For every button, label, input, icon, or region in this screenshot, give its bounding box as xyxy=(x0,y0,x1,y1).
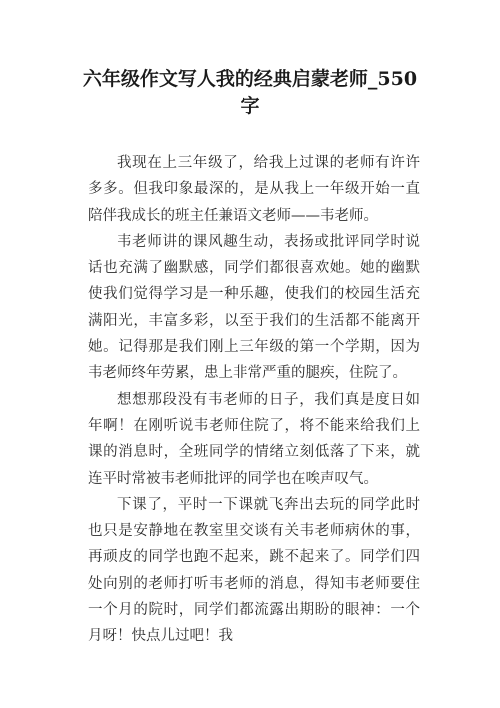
document-title xyxy=(60,66,440,120)
paragraph: 下课了，平时一下课就飞奔出去玩的同学此时也只是安静地在教室里交谈有关韦老师病休的事，再顽皮的同学也跑不起来，跳不起来了。同学们四处向别的老师打听韦老师的消息，得知韦老师要住一个月的院时，同学们都流露出期盼的眼神：一个月呀！快点儿过吧！我 xyxy=(88,496,420,645)
title-line-2: 字 xyxy=(240,95,260,117)
title-line-1: 六年级作文写人我的经典启蒙老师_550 xyxy=(82,68,418,90)
paragraph: 韦老师讲的课风趣生动，表扬或批评同学时说话也充满了幽默感，同学们都很喜欢她。她的幽默使我们觉得学习是一种乐趣，使我们的校园生活充满阳光，丰富多彩，以至于我们的生活都不能离开她。记得那是我们刚上三年级的第一个学期，因为韦老师终年劳累，患上非常严重的腿疾，住院了。 xyxy=(88,233,420,382)
document-body xyxy=(88,150,420,650)
paragraph: 想想那段没有韦老师的日子，我们真是度日如年啊！在刚听说韦老师住院了，将不能来给我们上课的消息时，全班同学的情绪立刻低落了下来，就连平时常被韦老师批评的同学也在唉声叹气。 xyxy=(88,391,420,487)
paragraph: 我现在上三年级了，给我上过课的老师有许许多多。但我印象最深的，是从我上一年级开始一直陪伴我成长的班主任兼语文老师——韦老师。 xyxy=(88,155,420,224)
